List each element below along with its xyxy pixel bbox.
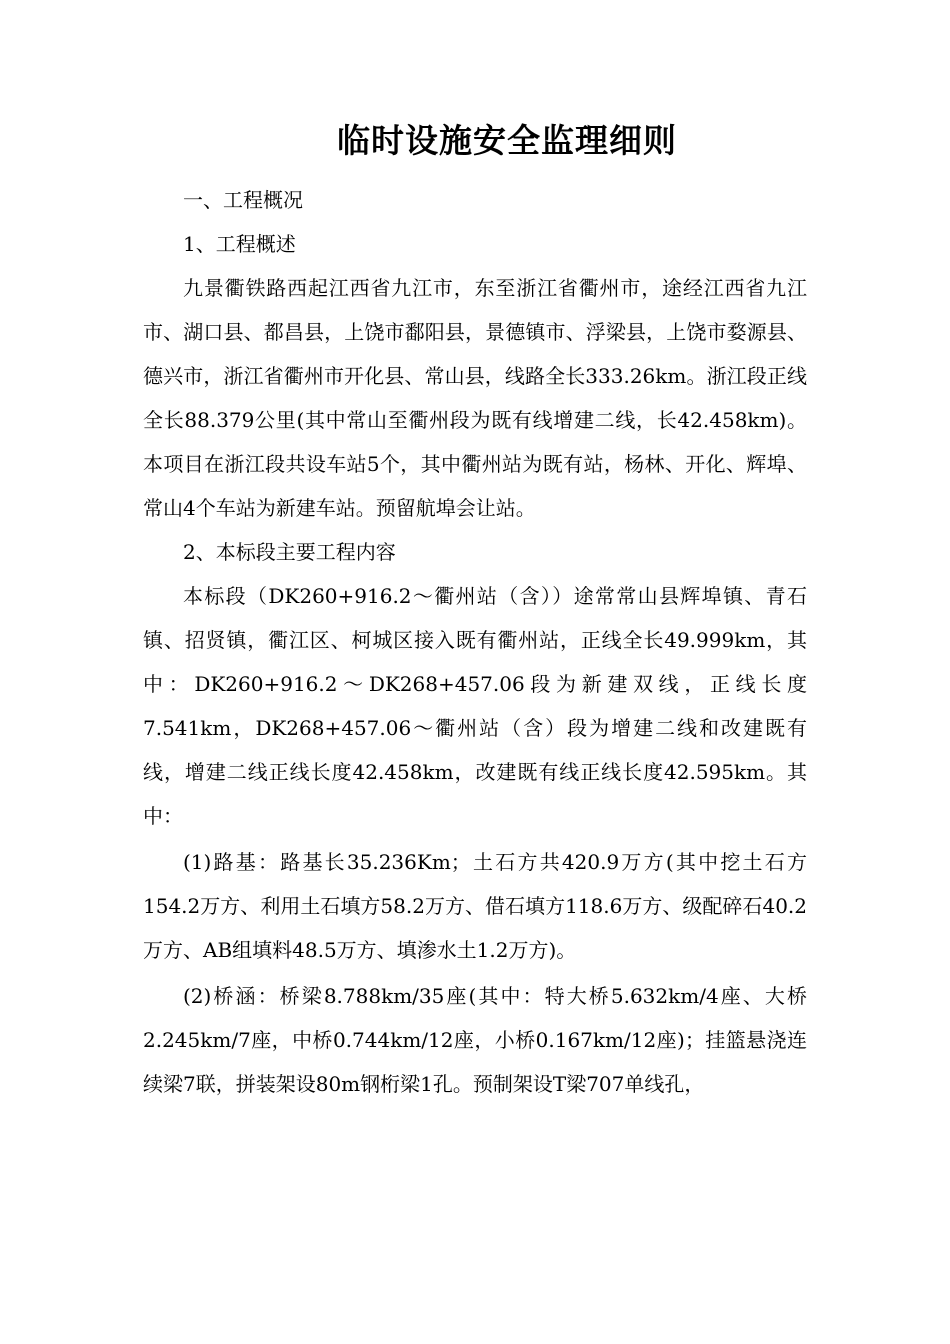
subsection-heading-section-scope: 2、本标段主要工程内容: [183, 540, 396, 564]
section-heading-project-overview: 一、工程概况: [183, 188, 303, 212]
paragraph-subgrade-works: (1)路基：路基长35.236Km；土石方共420.9万方(其中挖土石方154.2万方、利用土石填方58.2万方、借石填方118.6万方、级配碎石40.2万方、AB组填料48.5万方、填渗水土1.2万方)。: [143, 850, 807, 962]
paragraph-bridge-culvert-works: (2)桥涵：桥梁8.788km/35座(其中：特大桥5.632km/4座、大桥2.245km/7座，中桥0.744km/12座，小桥0.167km/12座)；挂篮悬浇连续梁7联，拼装架设80m钢桁梁1孔。预制架设T梁707单线孔，: [143, 984, 807, 1096]
document-body: [143, 178, 807, 1106]
paragraph-section-scope: 本标段（DK260+916.2～衢州站（含））途常常山县辉埠镇、青石镇、招贤镇，衢江区、柯城区接入既有衢州站，正线全长49.999km，其中：DK260+916.2～DK268+457.06段为新建双线，正线长度7.541km，DK268+457.06～衢州站（含）段为增建二线和改建既有线，增建二线正线长度42.458km，改建既有线正线长度42.595km。其中：: [143, 584, 807, 828]
paragraph-railway-overview: 九景衢铁路西起江西省九江市，东至浙江省衢州市，途经江西省九江市、湖口县、都昌县，上饶市鄱阳县，景德镇市、浮梁县，上饶市婺源县、德兴市，浙江省衢州市开化县、常山县，线路全长333.26km。浙江段正线全长88.379公里(其中常山至衢州段为既有线增建二线，长42.458km)。本项目在浙江段共设车站5个，其中衢州站为既有站，杨林、开化、辉埠、常山4个车站为新建车站。预留航埠会让站。: [143, 276, 807, 520]
subsection-heading-project-summary: 1、工程概述: [183, 232, 296, 256]
document-title: 临时设施安全监理细则: [337, 121, 677, 160]
